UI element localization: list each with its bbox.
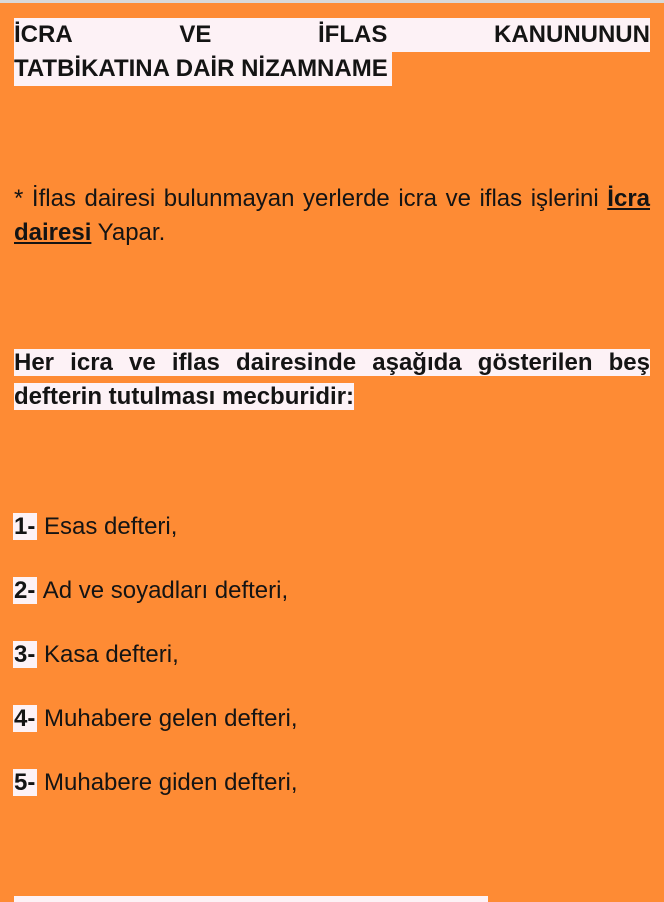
list-item-text: Kasa defteri, xyxy=(37,641,179,668)
list-item xyxy=(14,638,650,672)
list-item-number: 2- xyxy=(14,577,36,604)
list-item xyxy=(14,510,650,544)
title-word: KANUNUNUN xyxy=(493,21,650,48)
title-word: VE xyxy=(179,21,212,48)
document-title xyxy=(14,18,650,86)
list-item-number: 4- xyxy=(14,705,36,732)
list-item xyxy=(14,766,650,800)
section-heading xyxy=(14,346,650,414)
list-item-number: 5- xyxy=(14,769,36,796)
list-item-text: Esas defteri, xyxy=(37,513,178,540)
list-item-number: 1- xyxy=(14,513,36,540)
next-section-highlight-edge xyxy=(14,896,488,902)
title-word: İFLAS xyxy=(318,21,388,48)
list-item xyxy=(14,702,650,736)
list-item-text: Ad ve soyadları defteri, xyxy=(37,577,289,604)
title-line-2: TATBİKATINA DAİR NİZAMNAME xyxy=(14,52,392,86)
ledger-list xyxy=(14,510,650,800)
list-item-text: Muhabere giden defteri, xyxy=(37,769,298,796)
list-item-number: 3- xyxy=(14,641,36,668)
intro-text-end: Yapar. xyxy=(91,219,166,246)
title-line-1 xyxy=(14,18,650,52)
icra-dairesi-emphasis: İcra dairesi xyxy=(14,185,650,246)
intro-text: * İflas dairesi bulunmayan yerlerde icra ve iflas işlerini xyxy=(14,185,608,212)
list-item xyxy=(14,574,650,608)
top-edge-bar xyxy=(0,0,664,3)
list-item-text: Muhabere gelen defteri, xyxy=(37,705,298,732)
section-heading-text: Her icra ve iflas dairesinde aşağıda gösterilen beş defterin tutulması mecburidir: xyxy=(14,349,650,410)
document-body xyxy=(14,18,650,830)
title-word: İCRA xyxy=(14,21,73,48)
intro-paragraph xyxy=(14,182,650,250)
